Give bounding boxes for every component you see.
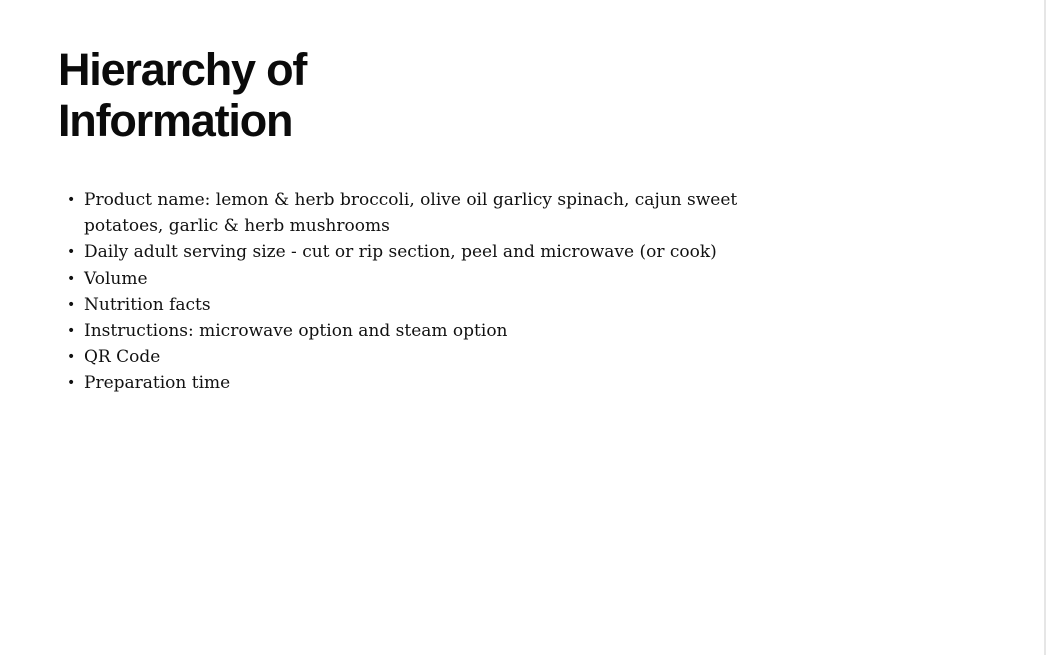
bullet-item-product-name: • Product name: lemon & herb broccoli, olive oil garlicy spinach, cajun sweet potatoes, garlic & herb mushrooms	[84, 187, 784, 239]
bullet-item-volume: • Volume	[84, 266, 784, 292]
slide-title	[58, 44, 306, 146]
bullet-item-nutrition-facts: • Nutrition facts	[84, 292, 784, 318]
bullet-item-instructions: • Instructions: microwave option and steam option	[84, 318, 784, 344]
slide-title-line-2: Information	[58, 95, 293, 146]
bullet-item-qr-code: • QR Code	[84, 344, 784, 370]
bullet-item-serving-size: • Daily adult serving size - cut or rip section, peel and microwave (or cook)	[84, 239, 784, 265]
bullet-item-preparation-time: • Preparation time	[84, 370, 784, 396]
slide-title-line-1: Hierarchy of	[58, 44, 307, 95]
bullet-list	[84, 187, 784, 397]
